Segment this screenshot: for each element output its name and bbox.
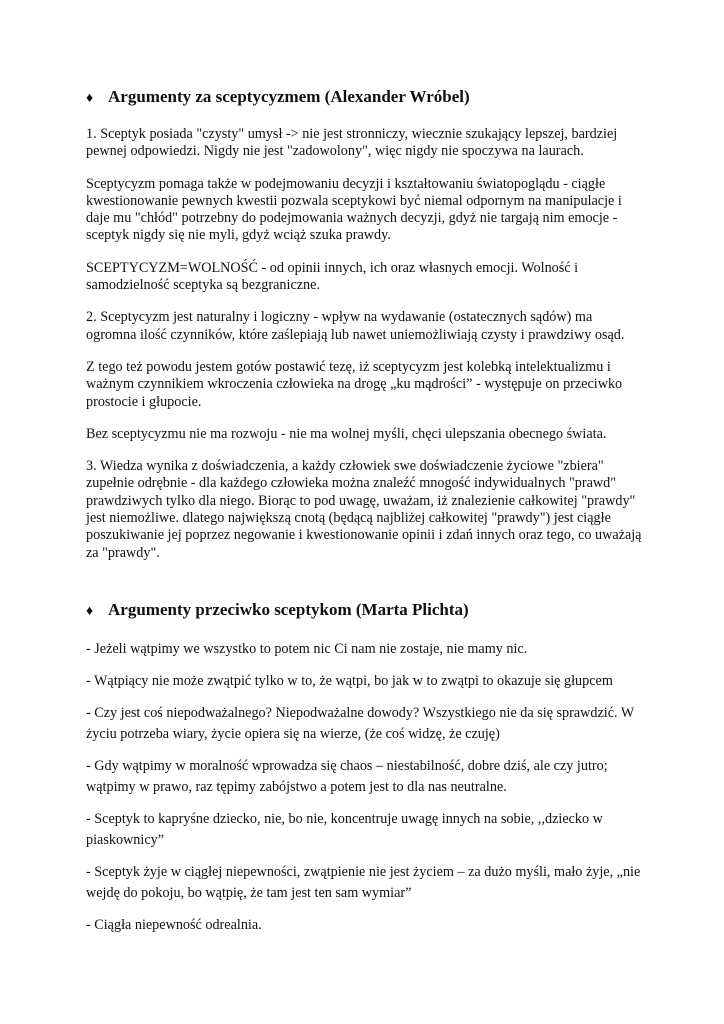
section-heading-against <box>86 599 642 623</box>
list-item: - Czy jest coś niepodważalnego? Niepodważalne dowody? Wszystkiego nie da się sprawdzić. W życiu potrzeba wiary, życie opiera się na wierze, (że coś widzę, że czuję) <box>86 704 635 742</box>
section-title: Argumenty za sceptycyzmem (Alexander Wróbel) <box>108 87 470 106</box>
paragraph: 3. Wiedza wynika z doświadczenia, a każdy człowiek swe doświadczenie życiowe "zbiera" zupełnie odrębnie - dla każdego człowieka można znaleźć mnogość indywidualnych "prawd" prawdziwych tylko dla niego. Biorąc to pod uwagę, uważam, iż znalezienie całkowitej "prawdy" jest niemożliwe. dlatego największą cnotą (będącą najbliżej całkowitej "prawdy") jest ciągłe poszukiwanie jej poprzez negowanie i kwestionowanie opinii i zdań innych oraz tego, co uważają za "prawdy". <box>86 458 642 561</box>
section-body-for <box>86 126 642 562</box>
section-title: Argumenty przeciwko sceptykom (Marta Plichta) <box>108 599 469 619</box>
diamond-bullet-icon: ♦ <box>86 603 94 619</box>
list-item: - Wątpiący nie może zwątpić tylko w to, że wątpi, bo jak w to zwątpi to okazuje się głupcem <box>86 672 613 689</box>
list-item: - Sceptyk to kapryśne dziecko, nie, bo nie, koncentruje uwagę innych na sobie, ,,dziecko w piaskownicy” <box>86 810 603 848</box>
section-heading-for <box>86 86 642 110</box>
paragraph: Bez sceptycyzmu nie ma rozwoju - nie ma wolnej myśli, chęci ulepszania obecnego świata. <box>86 425 607 442</box>
section-body-against <box>86 639 642 936</box>
document-page <box>86 86 642 947</box>
list-item: - Sceptyk żyje w ciągłej niepewności, zwątpienie nie jest życiem – za dużo myśli, mało żyje, „nie wejdę do pokoju, bo wątpię, że tam jest ten sam wymiar” <box>86 863 641 901</box>
diamond-bullet-icon: ♦ <box>86 91 94 106</box>
list-item: - Jeżeli wątpimy we wszystko to potem nic Ci nam nie zostaje, nie mamy nic. <box>86 640 528 657</box>
paragraph: SCEPTYCYZM=WOLNOŚĆ - od opinii innych, ich oraz własnych emocji. Wolność i samodzielność sceptyka są bezgraniczne. <box>86 259 579 294</box>
list-item: - Ciągła niepewność odrealnia. <box>86 916 262 933</box>
paragraph: Z tego też powodu jestem gotów postawić tezę, iż sceptycyzm jest kolebką intelektualizmu i ważnym czynnikiem wkroczenia człowieka na drogę „ku mądrości” - występuje on przeciwko prostocie i głupocie. <box>86 358 623 410</box>
list-item: - Gdy wątpimy w moralność wprowadza się chaos – niestabilność, dobre dziś, ale czy jutro; wątpimy w prawo, raz tępimy zabójstwo a potem jest to dla nas neutralne. <box>86 757 608 795</box>
paragraph: 2. Sceptycyzm jest naturalny i logiczny - wpływ na wydawanie (ostatecznych sądów) ma ogromna ilość czynników, które zaślepiają lub nawet uniemożliwiają czysty i prawdziwy osąd. <box>86 309 625 343</box>
paragraph: Sceptycyzm pomaga także w podejmowaniu decyzji i kształtowaniu światopoglądu - ciągłe kwestionowanie pewnych kwestii pozwala sceptykowi być niemal odpornym na manipulacje i daje mu "chłód" potrzebny do podejmowania ważnych decyzji, gdyż nie targają nim emocje - sceptyk nigdy się nie myli, gdyż wciąż szuka prawdy. <box>86 175 622 244</box>
paragraph: 1. Sceptyk posiada "czysty" umysł -> nie jest stronniczy, wiecznie szukający lepszej, bardziej pewnej odpowiedzi. Nigdy nie jest "zadowolony", więc nigdy nie spoczywa na laurach. <box>86 126 618 160</box>
